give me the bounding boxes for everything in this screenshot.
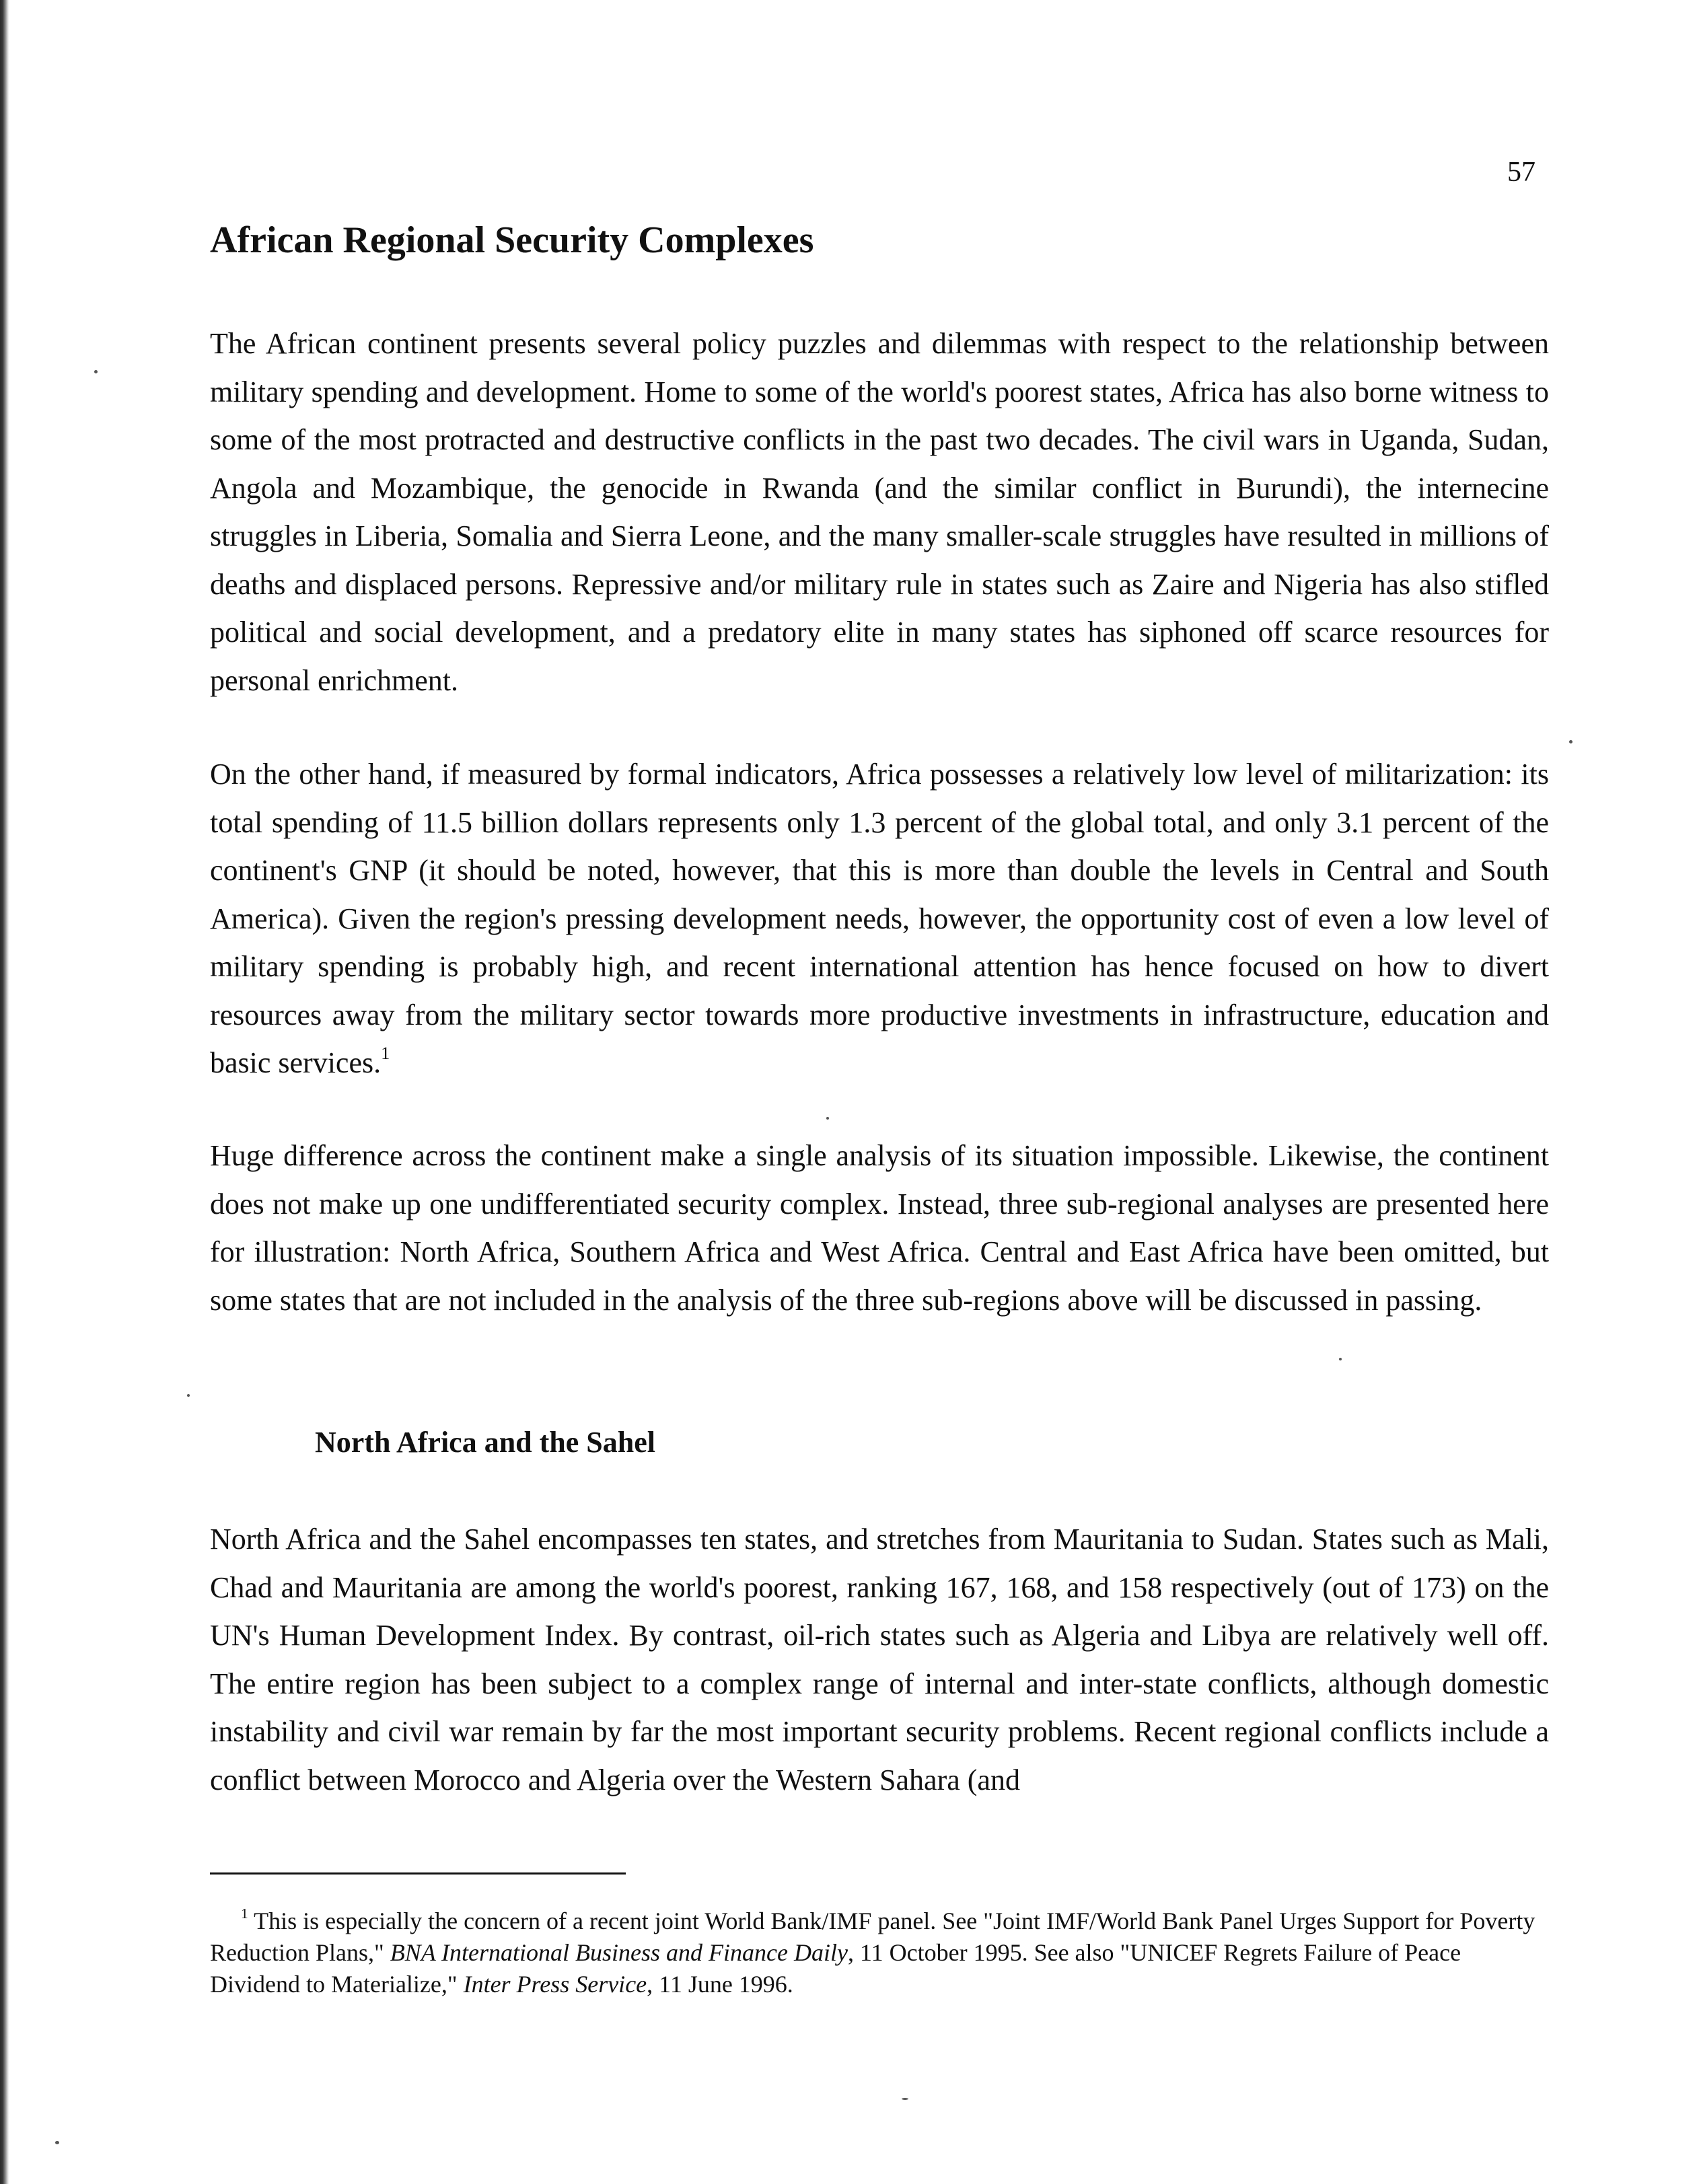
page-number: 57 [1507, 157, 1535, 188]
scan-edge-shadow [0, 0, 9, 2184]
footnote-divider [210, 1872, 626, 1874]
scan-speck [55, 2141, 59, 2144]
page-title: African Regional Security Complexes [210, 219, 814, 261]
footnote-source-1: BNA International Business and Finance Daily [390, 1939, 848, 1966]
scan-speck [902, 2098, 908, 2100]
scan-speck [1569, 740, 1573, 743]
footnote-text-1: This is especially the concern of a recent joint World Bank/IMF panel. See "Joint IMF/World Bank Panel Urges Support for Poverty Reduction Plans," [210, 1907, 1535, 1966]
paragraph-north-africa: North Africa and the Sahel encompasses ten states, and stretches from Mauritania to Sudan. States such as Mali, Chad and Mauritania are among the world's poorest, ranking 167, 168, and 158 respectively (out of 173) on the UN's Human Development Index. By contrast, oil-rich states such as Algeria and Libya are relatively well off. The entire region has been subject to a complex range of internal and inter-state conflicts, although domestic instability and civil war remain by far the most important security problems. Recent regional conflicts include a conflict between Morocco and Algeria over the Western Sahara (and [210, 1523, 1549, 1796]
footnote-text-2: , 11 October 1995. See also "UNICEF Regrets Failure of Peace Dividend to Materialize," [210, 1939, 1461, 1998]
scan-speck [94, 370, 98, 373]
footnote [210, 1905, 1549, 2000]
scan-speck [187, 1394, 190, 1397]
footnote-source-2: Inter Press Service [463, 1971, 647, 1998]
footnote-reference[interactable]: 1 [381, 1043, 390, 1064]
scan-speck [1339, 1358, 1342, 1360]
footnote-text-3: , 11 June 1996. [647, 1971, 793, 1998]
paragraph-militarization [210, 750, 1549, 1087]
paragraph-subregions: Huge difference across the continent make a single analysis of its situation impossible. Likewise, the continent does not make up one undifferentiated security complex. Instead, three sub-regional analyses are presented here for illustration: North Africa, Southern Africa and West Africa. Central and East Africa have been omitted, but some states that are not included in the analysis of the three sub-regions above will be discussed in passing. [210, 1139, 1549, 1317]
paragraph-militarization-text: On the other hand, if measured by formal indicators, Africa possesses a relatively low level of militarization: its total spending of 11.5 billion dollars represents only 1.3 percent of the global total, and only 3.1 percent of the continent's GNP (it should be noted, however, that this is more than double the levels in Central and South America). Given the region's pressing development needs, however, the opportunity cost of even a low level of military spending is probably high, and recent international attention has hence focused on how to divert resources away from the military sector towards more productive investments in infrastructure, education and basic services. [210, 758, 1549, 1079]
scan-speck [826, 1117, 829, 1120]
footnote-marker: 1 [241, 1905, 248, 1922]
section-heading: North Africa and the Sahel [315, 1426, 655, 1459]
paragraph-intro: The African continent presents several policy puzzles and dilemmas with respect to the relationship between military spending and development. Home to some of the world's poorest states, Africa has also borne witness to some of the most protracted and destructive conflicts in the past two decades. The civil wars in Uganda, Sudan, Angola and Mozambique, the genocide in Rwanda (and the similar conflict in Burundi), the internecine struggles in Liberia, Somalia and Sierra Leone, and the many smaller-scale struggles have resulted in millions of deaths and displaced persons. Repressive and/or military rule in states such as Zaire and Nigeria has also stifled political and social development, and a predatory elite in many states has siphoned off scarce resources for personal enrichment. [210, 327, 1549, 697]
footnote-indent [210, 1907, 241, 1934]
